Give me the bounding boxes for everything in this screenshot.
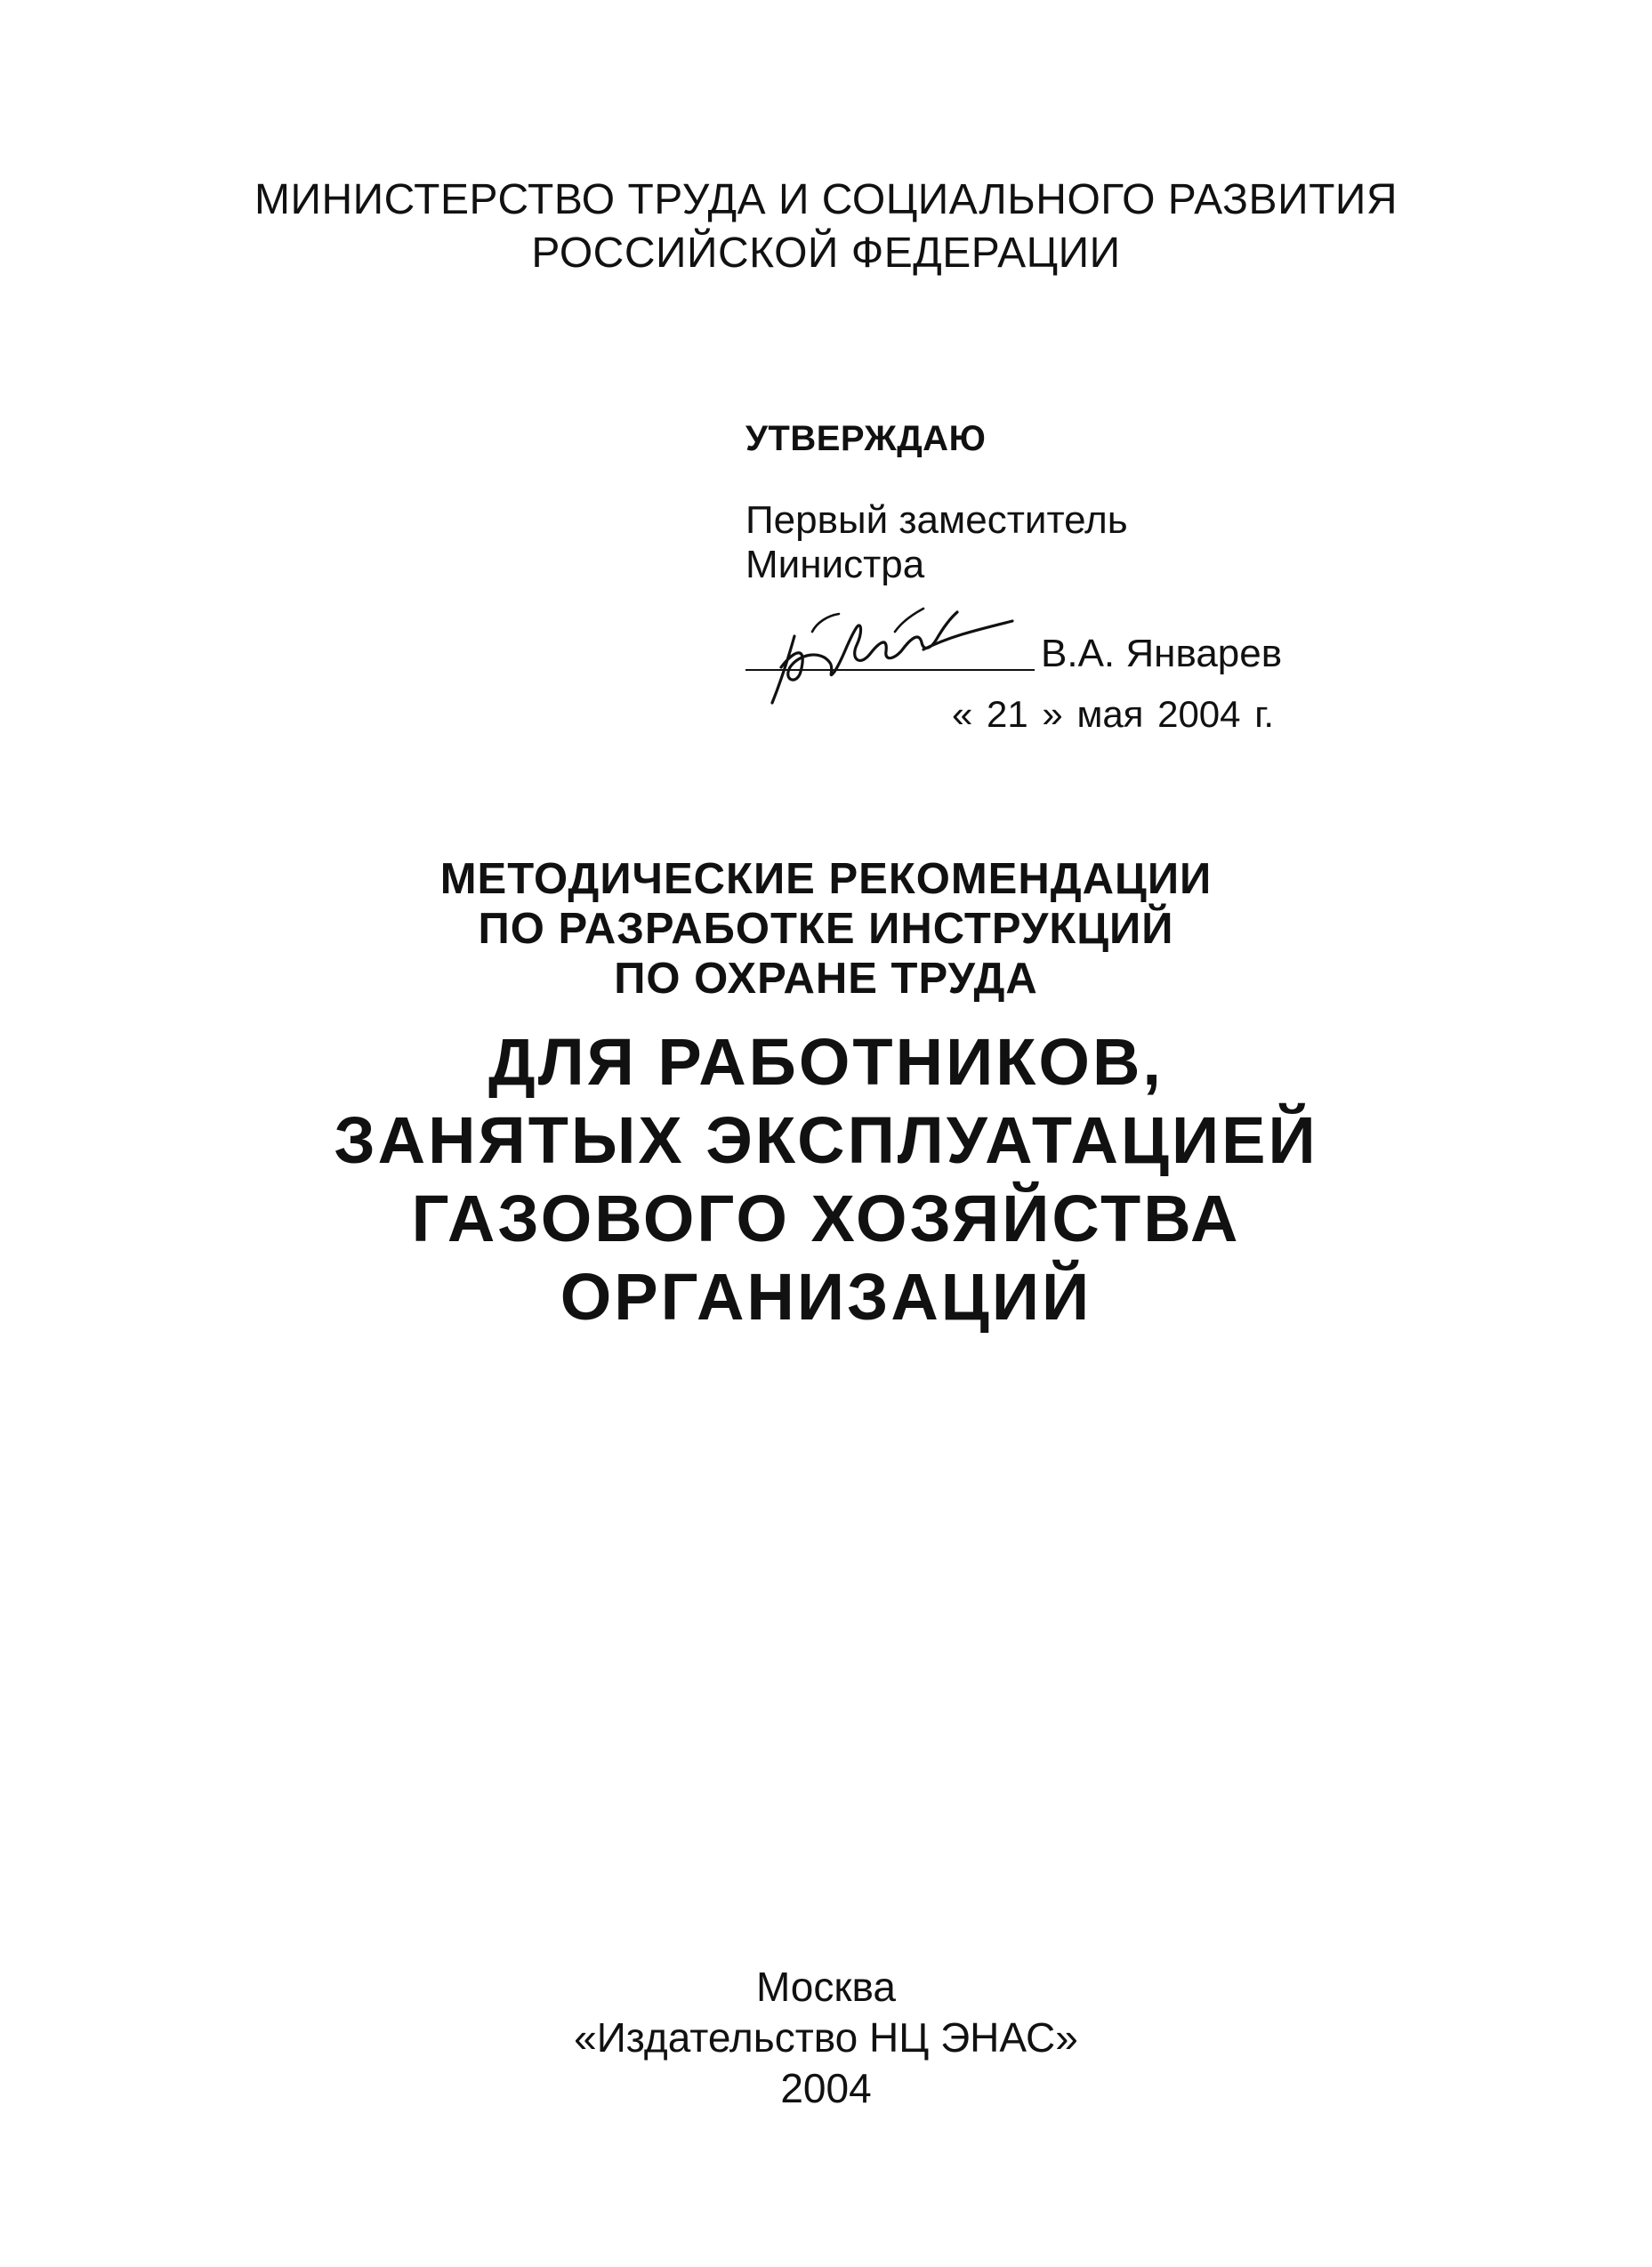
ministry-header — [0, 173, 1652, 280]
approval-date: « 21 » мая 2004 г. — [952, 693, 1275, 735]
signer-position-line1: Первый заместитель — [745, 498, 1128, 542]
document-title-line2: ПО РАЗРАБОТКЕ ИНСТРУКЦИЙ — [478, 905, 1174, 953]
ministry-name-line1: МИНИСТЕРСТВО ТРУДА И СОЦИАЛЬНОГО РАЗВИТИЯ — [254, 176, 1398, 223]
ministry-name-line2: РОССИЙСКОЙ ФЕДЕРАЦИИ — [531, 230, 1121, 277]
document-title-main — [0, 1023, 1652, 1336]
document-title-line6: ГАЗОВОГО ХОЗЯЙСТВА — [411, 1182, 1241, 1255]
imprint-publisher: «Издательство НЦ ЭНАС» — [574, 2014, 1078, 2061]
publisher-imprint — [0, 1962, 1652, 2114]
approval-title: УТВЕРЖДАЮ — [745, 419, 987, 458]
document-title-line4: ДЛЯ РАБОТНИКОВ, — [488, 1025, 1164, 1099]
imprint-year: 2004 — [780, 2065, 872, 2111]
document-title-line1: МЕТОДИЧЕСКИЕ РЕКОМЕНДАЦИИ — [439, 855, 1213, 903]
document-title-line7: ОРГАНИЗАЦИЙ — [560, 1260, 1092, 1334]
signer-position — [745, 498, 1368, 587]
approval-block — [745, 416, 1368, 587]
signer-position-line2: Министра — [745, 543, 925, 586]
imprint-city: Москва — [755, 1964, 897, 2010]
document-title-upper — [0, 854, 1652, 1004]
signature-underline — [745, 669, 1035, 671]
document-title-line5: ЗАНЯТЫХ ЭКСПЛУАТАЦИЕЙ — [334, 1103, 1318, 1177]
document-title-line3: ПО ОХРАНЕ ТРУДА — [614, 955, 1038, 1003]
signer-name: В.А. Январев — [1041, 632, 1283, 675]
